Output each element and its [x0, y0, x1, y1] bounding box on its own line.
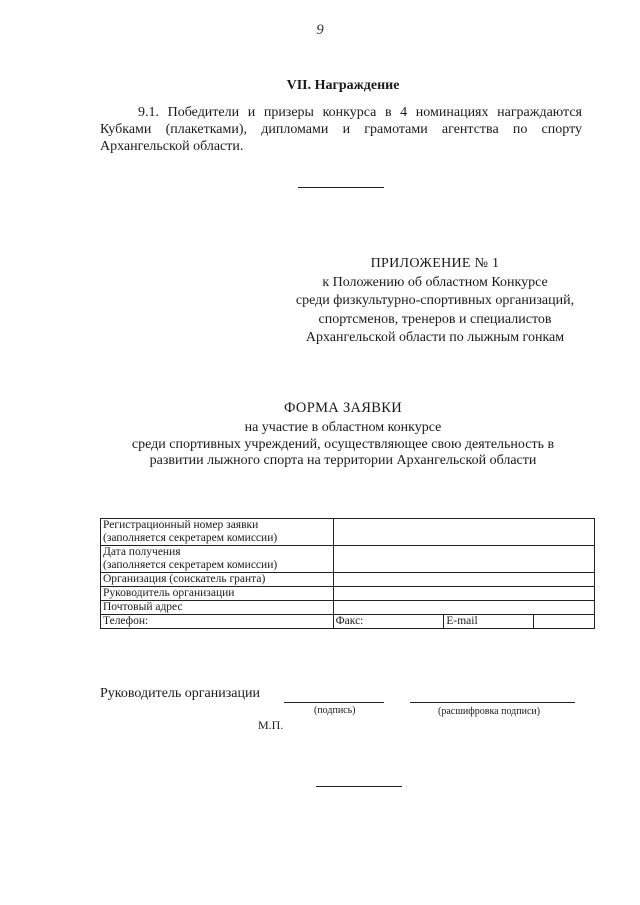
appendix-header	[280, 255, 590, 348]
signature-caption: (подпись)	[314, 705, 356, 716]
page-number: 9	[316, 22, 324, 38]
decoding-caption: (расшифровка подписи)	[438, 706, 541, 717]
appendix-line-1: к Положению об областном Конкурсе	[322, 274, 548, 290]
form-row-label	[101, 546, 334, 573]
table-row	[101, 546, 595, 573]
postal-address-field[interactable]	[333, 601, 594, 615]
section-title: VII. Награждение	[286, 78, 400, 93]
form-row-label: Почтовый адрес	[101, 601, 334, 615]
appendix-line-2: среди физкультурно-спортивных организаций,	[295, 293, 575, 308]
award-paragraph	[100, 104, 582, 155]
section-divider	[298, 187, 384, 188]
table-row	[101, 615, 595, 629]
row-label-text: Регистрационный номер заявки	[103, 519, 259, 531]
organization-field[interactable]	[333, 573, 594, 587]
signature-line[interactable]	[284, 702, 384, 703]
form-title: ФОРМА ЗАЯВКИ	[284, 400, 402, 416]
table-row	[101, 519, 595, 546]
award-paragraph-line-2: Кубками (плакетками), дипломами и грамотами агентства по спорту	[100, 122, 582, 137]
form-subtitle-line-3: развитии лыжного спорта на территории Архангельской области	[149, 453, 537, 468]
email-field[interactable]	[534, 615, 595, 629]
signature-decoding-line[interactable]	[410, 702, 575, 703]
row-label-text: Дата получения	[103, 546, 181, 558]
form-row-label: Организация (соискатель гранта)	[101, 573, 334, 587]
appendix-line-4: Архангельской области по лыжным гонкам	[305, 330, 565, 345]
receipt-date-field[interactable]	[333, 546, 594, 573]
signature-label: Руководитель организации	[100, 686, 260, 701]
form-subtitle-line-2: среди спортивных учреждений, осуществляющее свою деятельность в	[131, 436, 555, 452]
form-row-label	[101, 519, 334, 546]
end-divider	[316, 786, 402, 787]
table-row	[101, 573, 595, 587]
row-label-note: (заполняется секретарем комиссии)	[103, 532, 278, 544]
award-paragraph-line-1: 9.1. Победители и призеры конкурса в 4 номинациях награждаются	[138, 105, 582, 120]
table-row	[101, 601, 595, 615]
table-row	[101, 587, 595, 601]
email-label: E-mail	[444, 615, 534, 629]
phone-field[interactable]: Телефон:	[101, 615, 334, 629]
award-paragraph-line-3: Архангельской области.	[100, 139, 244, 154]
form-row-label: Руководитель организации	[101, 587, 334, 601]
fax-field[interactable]: Факс:	[333, 615, 444, 629]
director-field[interactable]	[333, 587, 594, 601]
registration-number-field[interactable]	[333, 519, 594, 546]
form-subtitle	[0, 420, 640, 470]
row-label-note: (заполняется секретарем комиссии)	[103, 559, 278, 571]
application-form-table	[100, 518, 595, 629]
appendix-line-3: спортсменов, тренеров и специалистов	[318, 311, 552, 327]
stamp-placeholder: М.П.	[258, 718, 284, 732]
appendix-heading: ПРИЛОЖЕНИЕ № 1	[370, 256, 500, 271]
form-subtitle-line-1: на участие в областном конкурсе	[244, 420, 442, 435]
